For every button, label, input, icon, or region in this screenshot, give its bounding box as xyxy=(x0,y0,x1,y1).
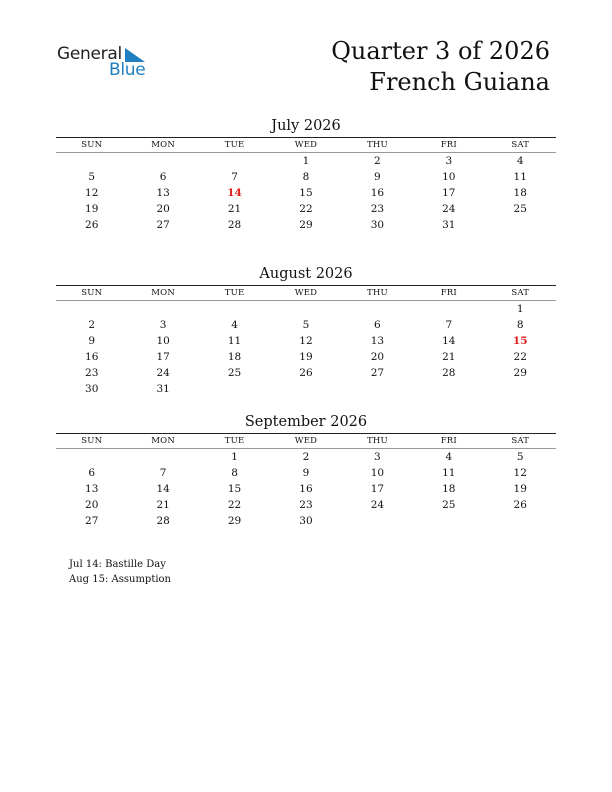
day-cell: 10 xyxy=(442,171,456,183)
day-cell: 14 xyxy=(442,335,456,347)
day-cell: 23 xyxy=(299,499,313,511)
weekday-header: MON xyxy=(127,434,198,449)
month-title: August 2026 xyxy=(259,266,353,282)
day-cell: 10 xyxy=(370,467,385,479)
day-cell: 12 xyxy=(299,335,313,347)
weekday-header: THU xyxy=(342,138,413,153)
day-cell: 12 xyxy=(85,187,99,199)
day-cell: 30 xyxy=(370,219,385,231)
day-cell: 3 xyxy=(374,451,381,463)
day-cell: 9 xyxy=(88,335,96,347)
day-cell: 25 xyxy=(442,499,456,511)
weekday-header: FRI xyxy=(413,286,484,301)
empty-day-cell xyxy=(127,449,198,465)
day-cell: 16 xyxy=(85,351,99,363)
day-cell: 27 xyxy=(370,367,385,379)
day-cell: 11 xyxy=(513,171,527,183)
empty-day-cell xyxy=(485,217,556,233)
day-cell: 9 xyxy=(302,467,310,479)
empty-day-cell xyxy=(342,301,413,317)
holiday-note: Jul 14: Bastille Day xyxy=(69,559,166,570)
day-cell: 19 xyxy=(299,351,313,363)
weekday-header: SAT xyxy=(485,286,556,301)
day-cell: 27 xyxy=(156,219,170,231)
empty-day-cell xyxy=(270,381,341,397)
day-cell: 9 xyxy=(374,171,381,183)
empty-day-cell xyxy=(199,381,270,397)
month-title: July 2026 xyxy=(271,118,341,134)
empty-day-cell xyxy=(127,153,198,169)
weekday-header: WED xyxy=(270,434,341,449)
day-cell: 4 xyxy=(516,155,524,167)
empty-day-cell xyxy=(413,301,484,317)
day-cell: 14 xyxy=(156,483,170,495)
day-cell: 7 xyxy=(445,319,453,331)
day-cell: 26 xyxy=(513,499,527,511)
day-cell: 11 xyxy=(227,335,242,347)
weekday-header: SAT xyxy=(485,434,556,449)
calendar-grid xyxy=(56,434,556,529)
day-cell: 29 xyxy=(227,515,242,527)
calendar-grid xyxy=(56,286,556,397)
empty-day-cell xyxy=(413,513,484,529)
day-cell: 3 xyxy=(445,155,453,167)
empty-day-cell xyxy=(199,153,270,169)
weekday-header: SUN xyxy=(56,138,127,153)
weekday-header: SUN xyxy=(56,434,127,449)
day-cell: 1 xyxy=(231,451,238,463)
weekday-header: TUE xyxy=(199,434,270,449)
day-cell: 17 xyxy=(156,351,170,363)
day-cell: 10 xyxy=(156,335,170,347)
weekday-header: WED xyxy=(270,138,341,153)
day-cell: 21 xyxy=(442,351,456,363)
day-cell: 1 xyxy=(302,155,310,167)
page-title-region: French Guiana xyxy=(369,68,550,96)
day-cell: 22 xyxy=(299,203,313,215)
day-cell: 2 xyxy=(302,451,310,463)
day-cell: 15 xyxy=(227,483,242,495)
holiday-day-cell: 15 xyxy=(512,335,528,347)
weekday-header: FRI xyxy=(413,138,484,153)
day-cell: 18 xyxy=(227,351,242,363)
day-cell: 26 xyxy=(85,219,99,231)
day-cell: 25 xyxy=(513,203,527,215)
month-title: September 2026 xyxy=(244,414,368,430)
weekday-header: SUN xyxy=(56,286,127,301)
calendar-grid xyxy=(56,138,556,233)
day-cell: 16 xyxy=(299,483,313,495)
empty-day-cell xyxy=(56,449,127,465)
day-cell: 31 xyxy=(442,219,456,231)
empty-day-cell xyxy=(342,513,413,529)
day-cell: 4 xyxy=(231,319,238,331)
weekday-header: WED xyxy=(270,286,341,301)
day-cell: 12 xyxy=(513,467,527,479)
day-cell: 13 xyxy=(156,187,170,199)
day-cell: 20 xyxy=(156,203,170,215)
day-cell: 21 xyxy=(156,499,170,511)
holiday-day-cell: 14 xyxy=(227,187,242,199)
logo-text-blue: Blue xyxy=(109,60,146,80)
day-cell: 22 xyxy=(513,351,527,363)
day-cell: 18 xyxy=(513,187,527,199)
day-cell: 6 xyxy=(88,467,96,479)
day-cell: 5 xyxy=(88,171,96,183)
empty-day-cell xyxy=(485,381,556,397)
day-cell: 8 xyxy=(231,467,238,479)
day-cell: 28 xyxy=(227,219,242,231)
day-cell: 28 xyxy=(442,367,456,379)
day-cell: 22 xyxy=(227,499,242,511)
holiday-notes xyxy=(69,558,171,587)
day-cell: 17 xyxy=(370,483,385,495)
holiday-note: Aug 15: Assumption xyxy=(69,573,172,585)
page-title xyxy=(331,36,550,98)
day-cell: 28 xyxy=(156,515,170,527)
day-cell: 4 xyxy=(445,451,453,463)
day-cell: 13 xyxy=(85,483,99,495)
day-cell: 8 xyxy=(302,171,310,183)
page-title-quarter: Quarter 3 of 2026 xyxy=(331,37,550,65)
day-cell: 31 xyxy=(156,383,170,395)
empty-day-cell xyxy=(56,153,127,169)
day-cell: 20 xyxy=(370,351,385,363)
weekday-header: FRI xyxy=(413,434,484,449)
empty-day-cell xyxy=(413,381,484,397)
day-cell: 19 xyxy=(513,483,527,495)
day-cell: 13 xyxy=(370,335,385,347)
day-cell: 20 xyxy=(85,499,99,511)
month-block-august xyxy=(56,265,556,397)
empty-day-cell xyxy=(270,301,341,317)
day-cell: 3 xyxy=(159,319,167,331)
day-cell: 27 xyxy=(85,515,99,527)
day-cell: 30 xyxy=(299,515,313,527)
day-cell: 23 xyxy=(370,203,385,215)
day-cell: 30 xyxy=(85,383,99,395)
day-cell: 7 xyxy=(231,171,238,183)
month-block-september xyxy=(56,413,556,529)
day-cell: 25 xyxy=(227,367,242,379)
day-cell: 2 xyxy=(374,155,381,167)
day-cell: 2 xyxy=(88,319,96,331)
day-cell: 6 xyxy=(159,171,167,183)
day-cell: 18 xyxy=(442,483,456,495)
day-cell: 1 xyxy=(516,303,524,315)
weekday-header: TUE xyxy=(199,286,270,301)
weekday-header: THU xyxy=(342,286,413,301)
day-cell: 24 xyxy=(442,203,456,215)
day-cell: 5 xyxy=(302,319,310,331)
day-cell: 16 xyxy=(370,187,385,199)
day-cell: 19 xyxy=(85,203,99,215)
day-cell: 11 xyxy=(442,467,456,479)
month-block-july xyxy=(56,117,556,233)
day-cell: 24 xyxy=(370,499,385,511)
day-cell: 21 xyxy=(227,203,242,215)
empty-day-cell xyxy=(342,381,413,397)
weekday-header: TUE xyxy=(199,138,270,153)
day-cell: 24 xyxy=(156,367,170,379)
empty-day-cell xyxy=(127,301,198,317)
weekday-header: THU xyxy=(342,434,413,449)
weekday-header: MON xyxy=(127,138,198,153)
day-cell: 26 xyxy=(299,367,313,379)
empty-day-cell xyxy=(485,513,556,529)
logo-text-general: General xyxy=(57,44,122,64)
day-cell: 7 xyxy=(159,467,167,479)
day-cell: 29 xyxy=(299,219,313,231)
day-cell: 29 xyxy=(513,367,527,379)
day-cell: 6 xyxy=(374,319,381,331)
day-cell: 23 xyxy=(85,367,99,379)
day-cell: 17 xyxy=(442,187,456,199)
generalblue-logo xyxy=(57,44,157,84)
day-cell: 5 xyxy=(516,451,524,463)
empty-day-cell xyxy=(56,301,127,317)
empty-day-cell xyxy=(199,301,270,317)
weekday-header: MON xyxy=(127,286,198,301)
day-cell: 15 xyxy=(299,187,313,199)
weekday-header: SAT xyxy=(485,138,556,153)
day-cell: 8 xyxy=(516,319,524,331)
